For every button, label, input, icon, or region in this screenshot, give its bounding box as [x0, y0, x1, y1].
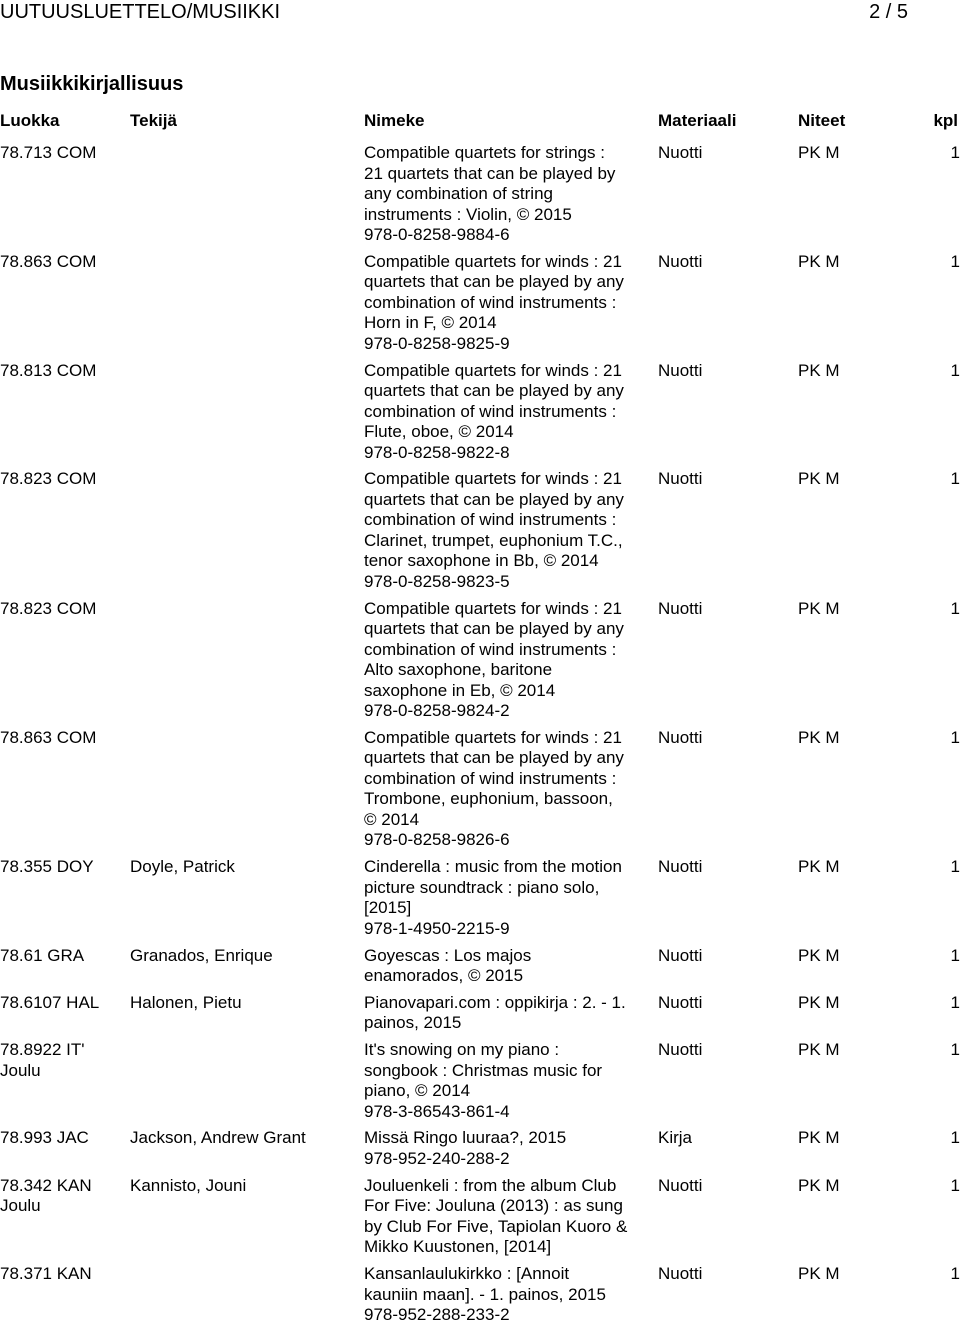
- cell-nimeke: [364, 252, 656, 355]
- cell-luokka: [0, 361, 128, 382]
- cell-niteet: PK M: [798, 857, 840, 877]
- cell-nimeke: [364, 946, 656, 987]
- cell-nimeke-line: combination of wind instruments :: [364, 292, 617, 312]
- cell-nimeke-line: Cinderella : music from the motion: [364, 857, 622, 877]
- cell-nimeke: [364, 1176, 656, 1258]
- cell-nimeke-line: quartets that can be played by any: [364, 272, 624, 292]
- cell-nimeke-line: Goyescas : Los majos: [364, 945, 532, 965]
- cell-nimeke: [364, 1264, 656, 1326]
- cell-nimeke: [364, 469, 656, 592]
- table-row: [0, 728, 960, 857]
- cell-luokka-line: Joulu: [0, 1196, 41, 1216]
- section-title: Musiikkikirjallisuus: [0, 73, 184, 95]
- cell-kpl: 1: [950, 1175, 960, 1195]
- cell-luokka: [0, 857, 128, 878]
- cell-materiaali: Nuotti: [658, 1040, 703, 1060]
- table-row: [0, 1176, 960, 1264]
- cell-luokka-line: 78.371 KAN: [0, 1264, 92, 1284]
- cell-nimeke-line: songbook : Christmas music for: [364, 1060, 603, 1080]
- cell-luokka-line: 78.863 COM: [0, 251, 97, 271]
- cell-nimeke-line: picture soundtrack : piano solo,: [364, 877, 600, 897]
- cell-luokka-line: 78.8922 IT': [0, 1040, 85, 1060]
- table-row: [0, 946, 960, 993]
- cell-nimeke-line: Pianovapari.com : oppikirja : 2. - 1.: [364, 992, 626, 1012]
- cell-kpl: 1: [950, 1040, 960, 1060]
- cell-nimeke-line: tenor saxophone in Bb, © 2014: [364, 551, 599, 571]
- cell-nimeke-line: combination of wind instruments :: [364, 639, 617, 659]
- cell-nimeke-line: For Five: Jouluna (2013) : as sung: [364, 1196, 623, 1216]
- cell-luokka: [0, 599, 128, 620]
- cell-niteet: PK M: [798, 1264, 840, 1284]
- cell-tekija-line: Kannisto, Jouni: [130, 1175, 247, 1195]
- column-header-niteet: Niteet: [798, 111, 846, 130]
- page-number: 2 / 5: [869, 1, 908, 23]
- cell-luokka-line: 78.823 COM: [0, 469, 97, 489]
- table-row: [0, 599, 960, 728]
- cell-nimeke-line: 978-952-240-288-2: [364, 1148, 510, 1168]
- table-row: [0, 143, 960, 252]
- cell-luokka-line: 78.355 DOY: [0, 857, 94, 877]
- cell-nimeke-line: 978-0-8258-9825-9: [364, 333, 510, 353]
- cell-luokka: [0, 1264, 128, 1285]
- cell-nimeke-line: 978-0-8258-9826-6: [364, 830, 510, 850]
- cell-nimeke-line: any combination of string: [364, 184, 553, 203]
- cell-tekija-line: Halonen, Pietu: [130, 992, 242, 1012]
- table-row: [0, 469, 960, 598]
- cell-nimeke-line: combination of wind instruments :: [364, 768, 617, 788]
- cell-nimeke-line: Flute, oboe, © 2014: [364, 422, 514, 442]
- cell-materiaali: Nuotti: [658, 1264, 703, 1284]
- cell-tekija: [130, 946, 362, 967]
- column-header-nimeke: Nimeke: [364, 111, 425, 130]
- cell-nimeke-line: quartets that can be played by any: [364, 381, 624, 401]
- cell-nimeke-line: quartets that can be played by any: [364, 748, 624, 768]
- cell-nimeke-line: 978-0-8258-9823-5: [364, 571, 510, 591]
- cell-nimeke-line: quartets that can be played by any: [364, 619, 624, 639]
- cell-materiaali: Nuotti: [658, 251, 703, 271]
- cell-luokka-line: 78.993 JAC: [0, 1128, 89, 1148]
- cell-materiaali: Nuotti: [658, 469, 703, 489]
- cell-kpl: 1: [950, 143, 960, 162]
- cell-luokka-line: Joulu: [0, 1060, 41, 1080]
- cell-nimeke-line: Compatible quartets for winds : 21: [364, 469, 622, 489]
- cell-nimeke-line: Mikko Kuustonen, [2014]: [364, 1237, 552, 1257]
- cell-nimeke-line: Kansanlaulukirkko : [Annoit: [364, 1264, 570, 1284]
- cell-nimeke-line: 978-1-4950-2215-9: [364, 918, 510, 938]
- column-header-tekija: Tekijä: [130, 111, 177, 130]
- cell-tekija: [130, 1176, 362, 1197]
- cell-nimeke-line: enamorados, © 2015: [364, 966, 524, 986]
- cell-niteet: PK M: [798, 598, 840, 618]
- cell-nimeke-line: Compatible quartets for winds : 21: [364, 598, 622, 618]
- cell-nimeke-line: instruments : Violin, © 2015: [364, 204, 572, 224]
- cell-luokka: [0, 143, 128, 164]
- cell-nimeke: [364, 143, 656, 246]
- table-row: [0, 361, 960, 470]
- cell-kpl: 1: [950, 251, 960, 271]
- cell-luokka: [0, 728, 128, 749]
- cell-nimeke-line: Compatible quartets for winds : 21: [364, 360, 622, 380]
- cell-kpl: 1: [950, 1128, 960, 1148]
- cell-nimeke: [364, 361, 656, 464]
- cell-luokka-line: 78.342 KAN: [0, 1175, 92, 1195]
- catalog-table: [0, 143, 960, 1332]
- cell-tekija-line: Doyle, Patrick: [130, 857, 235, 877]
- cell-nimeke-line: painos, 2015: [364, 1013, 462, 1033]
- cell-nimeke-line: Trombone, euphonium, bassoon,: [364, 789, 613, 809]
- cell-luokka-line: 78.823 COM: [0, 598, 97, 618]
- table-row: [0, 1128, 960, 1175]
- cell-nimeke-line: by Club For Five, Tapiolan Kuoro &: [364, 1216, 628, 1236]
- cell-nimeke-line: Alto saxophone, baritone: [364, 660, 553, 680]
- cell-nimeke-line: combination of wind instruments :: [364, 401, 617, 421]
- cell-nimeke-line: kauniin maan]. - 1. painos, 2015: [364, 1284, 606, 1304]
- column-header-kpl: kpl: [933, 111, 958, 130]
- cell-nimeke: [364, 728, 656, 851]
- cell-luokka: [0, 1040, 128, 1081]
- cell-nimeke-line: 978-0-8258-9884-6: [364, 225, 510, 244]
- cell-luokka-line: 78.863 COM: [0, 727, 97, 747]
- cell-luokka-line: 78.6107 HAL: [0, 992, 100, 1012]
- cell-nimeke: [364, 857, 656, 939]
- cell-materiaali: Nuotti: [658, 598, 703, 618]
- cell-nimeke-line: Compatible quartets for strings :: [364, 143, 605, 162]
- cell-niteet: PK M: [798, 251, 840, 271]
- cell-materiaali: Nuotti: [658, 143, 703, 162]
- cell-materiaali: Nuotti: [658, 1175, 703, 1195]
- cell-niteet: PK M: [798, 1175, 840, 1195]
- cell-nimeke-line: 978-0-8258-9824-2: [364, 701, 510, 721]
- cell-nimeke: [364, 1128, 656, 1169]
- cell-nimeke-line: saxophone in Eb, © 2014: [364, 680, 556, 700]
- table-row: [0, 1040, 960, 1128]
- cell-niteet: PK M: [798, 945, 840, 965]
- cell-niteet: PK M: [798, 1128, 840, 1148]
- cell-tekija-line: Jackson, Andrew Grant: [130, 1128, 306, 1148]
- cell-materiaali: Nuotti: [658, 945, 703, 965]
- table-row: [0, 857, 960, 945]
- table-row: [0, 993, 960, 1040]
- cell-kpl: 1: [950, 1264, 960, 1284]
- cell-nimeke-line: Compatible quartets for winds : 21: [364, 251, 622, 271]
- cell-nimeke-line: combination of wind instruments :: [364, 510, 617, 530]
- cell-kpl: 1: [950, 857, 960, 877]
- cell-niteet: PK M: [798, 469, 840, 489]
- cell-kpl: 1: [950, 992, 960, 1012]
- cell-nimeke-line: piano, © 2014: [364, 1081, 471, 1101]
- cell-niteet: PK M: [798, 992, 840, 1012]
- cell-tekija: [130, 857, 362, 878]
- cell-kpl: 1: [950, 360, 960, 380]
- cell-niteet: PK M: [798, 727, 840, 747]
- cell-nimeke-line: [2015]: [364, 898, 412, 918]
- cell-materiaali: Nuotti: [658, 727, 703, 747]
- table-row: [0, 1264, 960, 1332]
- cell-niteet: PK M: [798, 360, 840, 380]
- cell-nimeke-line: Compatible quartets for winds : 21: [364, 727, 622, 747]
- cell-luokka-line: 78.61 GRA: [0, 945, 85, 965]
- cell-niteet: PK M: [798, 143, 840, 162]
- cell-kpl: 1: [950, 598, 960, 618]
- cell-luokka: [0, 946, 128, 967]
- column-header-luokka: Luokka: [0, 111, 60, 130]
- document-title: UUTUUSLUETTELO/MUSIIKKI: [0, 1, 281, 23]
- cell-materiaali: Nuotti: [658, 360, 703, 380]
- cell-nimeke-line: Clarinet, trumpet, euphonium T.C.,: [364, 530, 623, 550]
- cell-tekija-line: Granados, Enrique: [130, 945, 273, 965]
- cell-luokka: [0, 993, 128, 1014]
- cell-nimeke: [364, 599, 656, 722]
- table-row: [0, 252, 960, 361]
- cell-nimeke: [364, 993, 656, 1034]
- cell-nimeke-line: 978-0-8258-9822-8: [364, 442, 510, 462]
- cell-luokka-line: 78.813 COM: [0, 360, 97, 380]
- cell-materiaali: Nuotti: [658, 992, 703, 1012]
- cell-materiaali: Nuotti: [658, 857, 703, 877]
- column-header-row: [0, 110, 960, 132]
- cell-nimeke-line: Missä Ringo luuraa?, 2015: [364, 1128, 567, 1148]
- cell-nimeke: [364, 1040, 656, 1122]
- cell-luokka-line: 78.713 COM: [0, 143, 97, 162]
- cell-niteet: PK M: [798, 1040, 840, 1060]
- cell-luokka: [0, 1176, 128, 1217]
- cell-luokka: [0, 1128, 128, 1149]
- cell-materiaali: Kirja: [658, 1128, 693, 1148]
- cell-nimeke-line: 21 quartets that can be played by: [364, 163, 616, 183]
- cell-tekija: [130, 993, 362, 1014]
- cell-nimeke-line: quartets that can be played by any: [364, 489, 624, 509]
- cell-nimeke-line: Horn in F, © 2014: [364, 313, 497, 333]
- cell-nimeke-line: 978-952-288-233-2: [364, 1305, 510, 1325]
- cell-kpl: 1: [950, 945, 960, 965]
- cell-luokka: [0, 469, 128, 490]
- cell-nimeke-line: © 2014: [364, 809, 420, 829]
- cell-luokka: [0, 252, 128, 273]
- cell-nimeke-line: Jouluenkeli : from the album Club: [364, 1175, 617, 1195]
- cell-nimeke-line: It's snowing on my piano :: [364, 1040, 560, 1060]
- cell-kpl: 1: [950, 727, 960, 747]
- cell-kpl: 1: [950, 469, 960, 489]
- cell-nimeke-line: 978-3-86543-861-4: [364, 1101, 510, 1121]
- column-header-materiaali: Materiaali: [658, 111, 737, 130]
- cell-tekija: [130, 1128, 362, 1149]
